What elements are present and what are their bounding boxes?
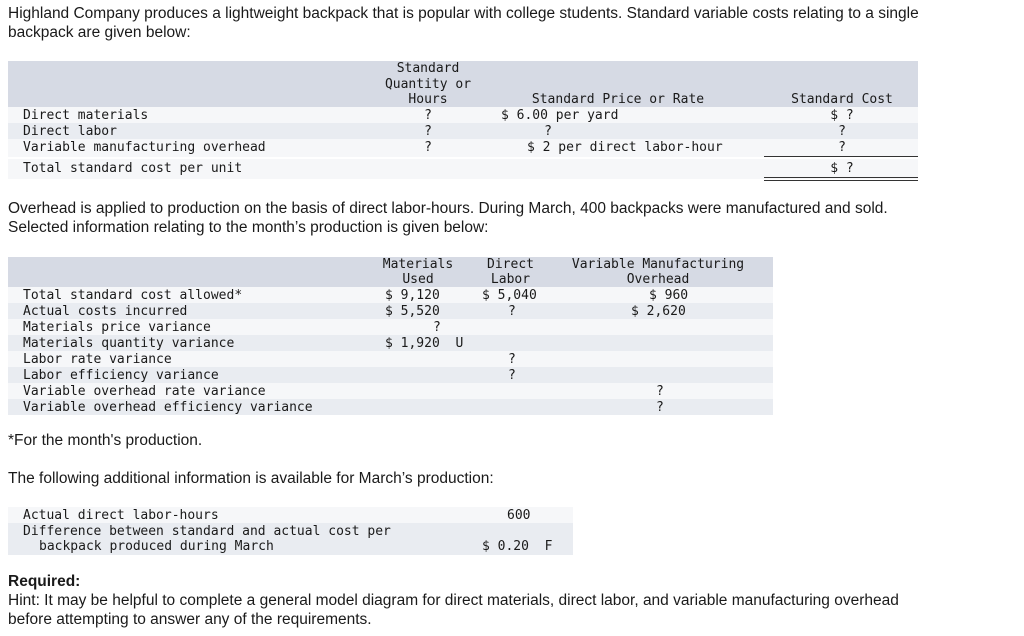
table-row-label: Variable overhead efficiency variance [23,400,313,415]
row-label-direct-labor: Direct labor [23,124,117,139]
table-row-label: Actual costs incurred [23,304,188,319]
materials-value: $ 1,920 U [385,336,464,351]
qty-variable-overhead: ? [424,140,432,155]
row-label-total: Total standard cost per unit [23,161,243,176]
table-row-label: Labor efficiency variance [23,368,219,383]
cost-variable-overhead: ? [838,140,846,155]
table-row-label: Variable overhead rate variance [23,384,266,399]
total-double-rule-top [764,177,918,178]
header-labor-line-1: Direct [487,257,534,272]
overhead-value: $ 960 [649,288,689,303]
table-row-label: Total standard cost allowed* [23,288,243,303]
footnote: *For the month's production. [8,432,203,449]
table-row-label: Materials price variance [23,320,211,335]
header-cost: Standard Cost [791,92,893,107]
row-label-variable-overhead: Variable manufacturing overhead [23,140,266,155]
materials-value: ? [433,320,441,335]
labor-value: $ 5,040 [482,288,537,303]
intro-line-2: backpack are given below: [8,23,191,41]
header-overhead-line-2: Overhead [626,272,690,287]
qty-direct-labor: ? [424,124,432,139]
materials-value: $ 5,520 [385,304,440,319]
labor-value: ? [508,352,516,367]
overhead-line-2: Selected information relating to the month’s production is given below: [8,218,489,236]
cost-total: $ ? [830,161,854,176]
header-overhead-line-1: Variable Manufacturing [571,257,745,272]
header-qty-line-2: Quantity or [384,77,472,92]
header-labor-line-2: Labor [490,272,531,287]
additional-info-table [8,507,573,557]
required-title: Required: [8,573,81,590]
cost-direct-materials: $ ? [830,108,854,123]
actual-labor-hours-value: 600 [507,508,531,523]
variance-table [8,257,773,415]
subtotal-rule [764,156,918,157]
table-row-label: Materials quantity variance [23,336,235,351]
overhead-paragraph [8,200,1008,237]
qty-direct-materials: ? [424,108,432,123]
actual-labor-hours-label: Actual direct labor-hours [23,508,219,523]
header-materials-line-1: Materials [382,257,454,272]
header-qty-line-1: Standard [396,61,460,76]
overhead-value: ? [656,400,664,415]
intro-line-1: Highland Company produces a lightweight backpack that is popular with college students. Standard variable costs relating to a single [8,5,919,22]
cost-difference-value: $ 0.20 F [482,539,553,554]
intro-paragraph [8,5,1008,42]
row-label-direct-materials: Direct materials [23,108,149,123]
overhead-value: $ 2,620 [631,304,686,319]
hint-line-2: before attempting to answer any of the requirements. [8,610,372,628]
header-qty-line-3: Hours [408,92,448,107]
additional-info-text: The following additional information is available for March’s production: [8,470,494,487]
cost-direct-labor: ? [838,124,846,139]
overhead-line-1: Overhead is applied to production on the basis of direct labor-hours. During March, 400 backpacks were manufactured and sold. [8,200,888,217]
materials-value: $ 9,120 [385,288,440,303]
price-variable-overhead: $ 2 per direct labor-hour [527,140,723,155]
price-direct-labor: ? [544,124,552,139]
total-double-rule-bottom [764,180,918,181]
hint-paragraph [8,592,1008,629]
cost-difference-label-line-2: backpack produced during March [39,539,274,554]
cost-difference-label-line-1: Difference between standard and actual cost per [23,524,391,539]
labor-value: ? [508,368,516,383]
standard-cost-table [8,61,918,181]
table-row-label: Labor rate variance [23,352,172,367]
header-materials-line-2: Used [402,272,434,287]
price-direct-materials: $ 6.00 per yard [501,108,619,123]
hint-line-1: Hint: It may be helpful to complete a general model diagram for direct materials, direct labor, and variable manufacturing overhead [8,592,899,609]
labor-value: ? [508,304,516,319]
overhead-value: ? [656,384,664,399]
header-price: Standard Price or Rate [531,92,705,107]
